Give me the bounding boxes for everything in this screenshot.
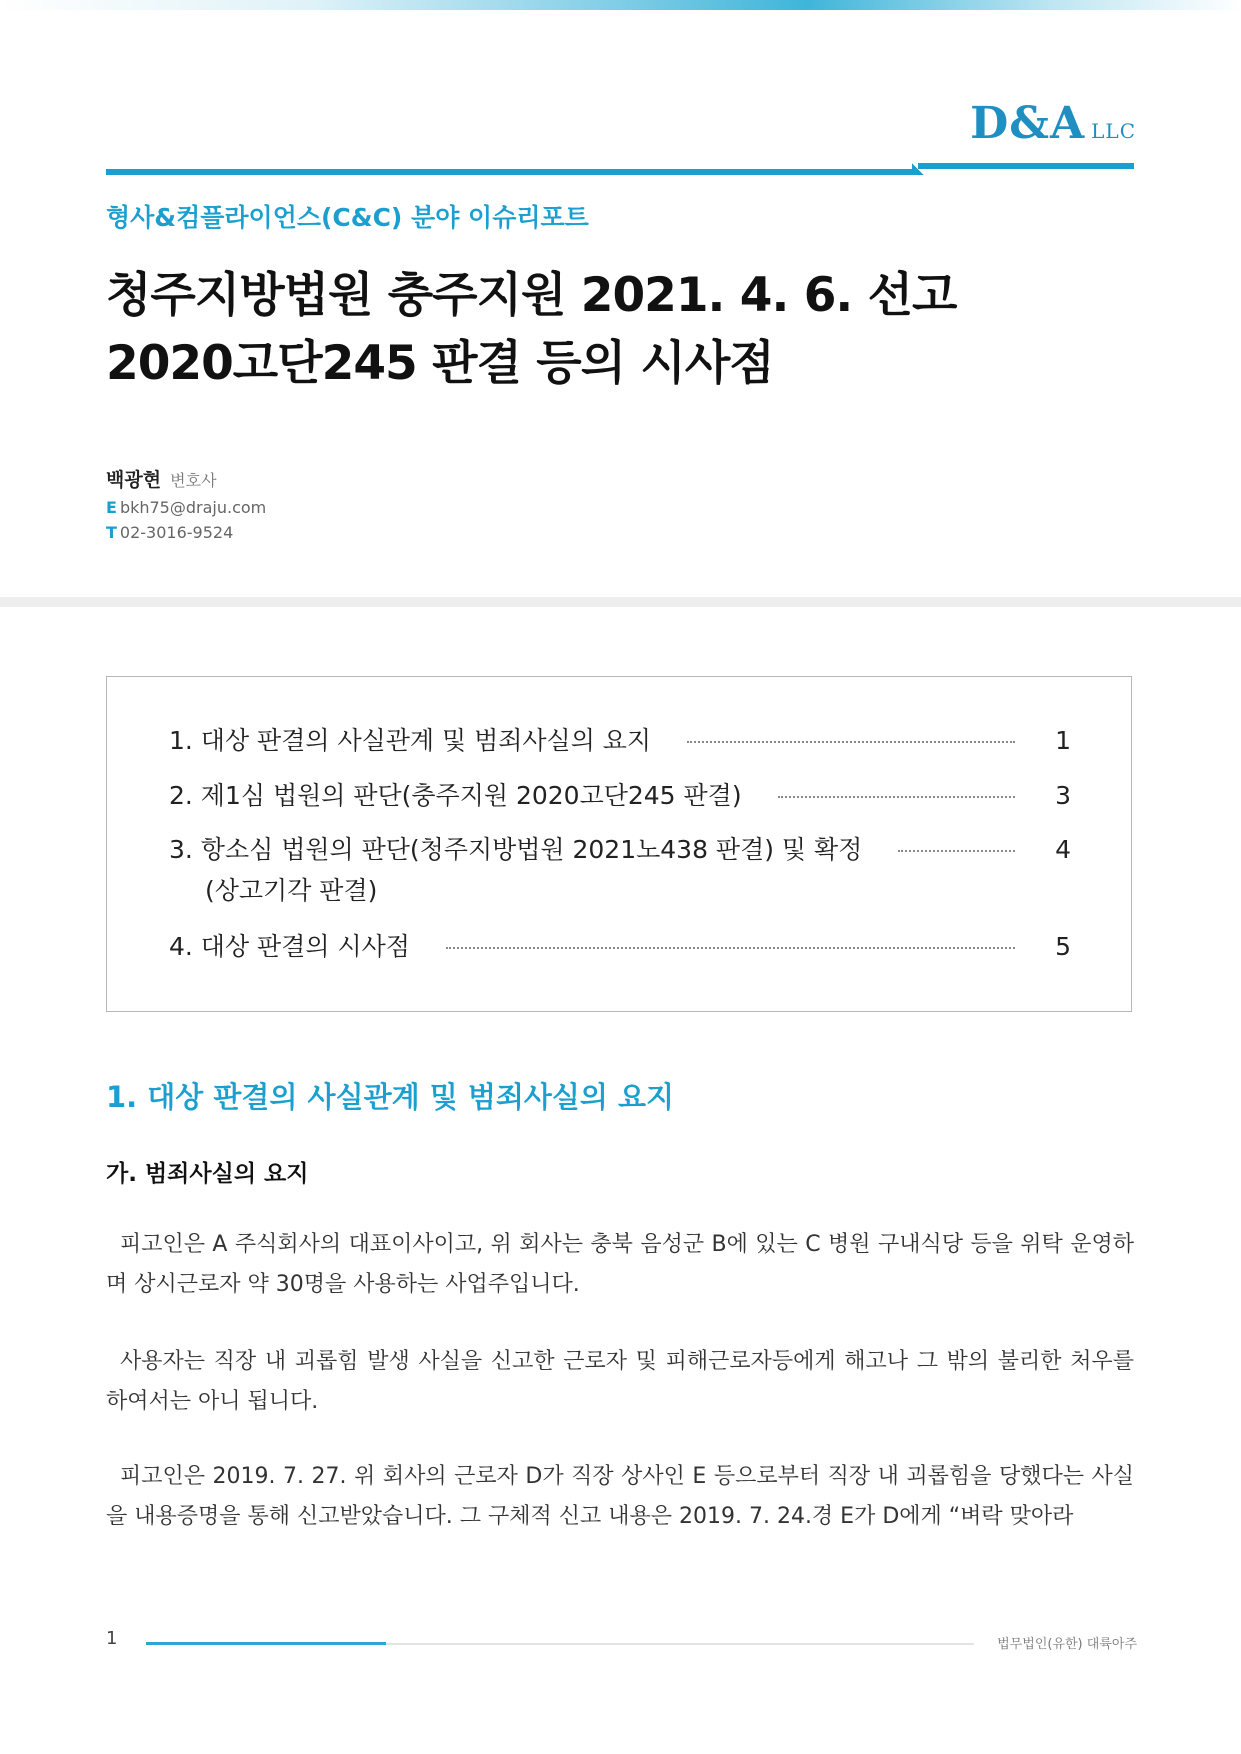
firm-logo	[970, 98, 1136, 149]
header-rule-right	[918, 163, 1134, 169]
email-value[interactable]: bkh75@draju.com	[119, 498, 267, 517]
toc-leader-dots	[898, 830, 1015, 852]
toc-leader-dots	[778, 776, 1015, 798]
phone-label: T	[106, 523, 117, 542]
title-line-2: 2020고단245 판결 등의 시사점	[106, 336, 774, 391]
title-line-1: 청주지방법원 충주지원 2021. 4. 6. 선고	[106, 268, 957, 323]
sub-heading: 가. 범죄사실의 요지	[106, 1161, 309, 1187]
author-name: 백광현	[106, 469, 162, 491]
report-category: 형사&컴플라이언스(C&C) 분야 이슈리포트	[106, 203, 589, 232]
body-paragraph: 피고인은 A 주식회사의 대표이사이고, 위 회사는 충북 음성군 B에 있는 C 병원 구내식당 등을 위탁 운영하며 상시근로자 약 30명을 사용하는 사업주입니다.	[106, 1232, 1134, 1297]
toc-leader-dots	[687, 721, 1015, 743]
footer-rule-accent	[146, 1642, 386, 1645]
section-heading: 1. 대상 판결의 사실관계 및 범죄사실의 요지	[106, 1080, 675, 1114]
author-phone	[106, 523, 233, 542]
logo-text: D&A	[970, 98, 1086, 149]
section-divider-band	[0, 597, 1241, 607]
body-paragraph: 피고인은 2019. 7. 27. 위 회사의 근로자 D가 직장 상사인 E 등으로부터 직장 내 괴롭힘을 당했다는 사실을 내용증명을 통해 신고받았습니다. 그 구체적 신고 내용은 2019. 7. 24.경 E가 D에게 “벼락 맞아라	[106, 1464, 1134, 1529]
top-gradient-bar	[0, 0, 1241, 10]
author-role: 변호사	[170, 471, 217, 490]
page-title	[106, 262, 956, 398]
body-paragraph: 사용자는 직장 내 괴롭힘 발생 사실을 신고한 근로자 및 피해근로자등에게 해고나 그 밖의 불리한 처우를 하여서는 아니 됩니다.	[106, 1349, 1134, 1414]
toc-item[interactable]	[169, 927, 1071, 967]
toc-item-page: 4	[1055, 835, 1071, 864]
toc-item-continuation: (상고기각 판결)	[205, 876, 378, 905]
page-number: 1	[106, 1628, 118, 1649]
author-email	[106, 498, 266, 517]
footer-firm-name: 법무법인(유한) 대륙아주	[997, 1637, 1137, 1652]
toc-item[interactable]	[169, 776, 1071, 816]
toc-item[interactable]	[169, 721, 1071, 761]
toc-item-page: 3	[1055, 781, 1071, 810]
toc-item-page: 5	[1055, 932, 1071, 961]
toc-item-label: 2. 제1심 법원의 판단(충주지원 2020고단245 판결)	[169, 781, 742, 810]
table-of-contents	[106, 676, 1132, 1012]
toc-leader-dots	[446, 927, 1015, 949]
toc-item-label: 4. 대상 판결의 시사점	[169, 932, 410, 961]
phone-value: 02-3016-9524	[119, 523, 234, 542]
toc-item-label: 3. 항소심 법원의 판단(청주지방법원 2021노438 판결) 및 확정	[169, 835, 863, 864]
email-label: E	[106, 498, 117, 517]
toc-item[interactable]	[169, 830, 1071, 870]
toc-item-label: 1. 대상 판결의 사실관계 및 범죄사실의 요지	[169, 726, 652, 755]
header-rule	[106, 169, 918, 175]
author-block	[106, 465, 217, 492]
logo-suffix: LLC	[1091, 119, 1136, 143]
toc-item-page: 1	[1055, 726, 1071, 755]
